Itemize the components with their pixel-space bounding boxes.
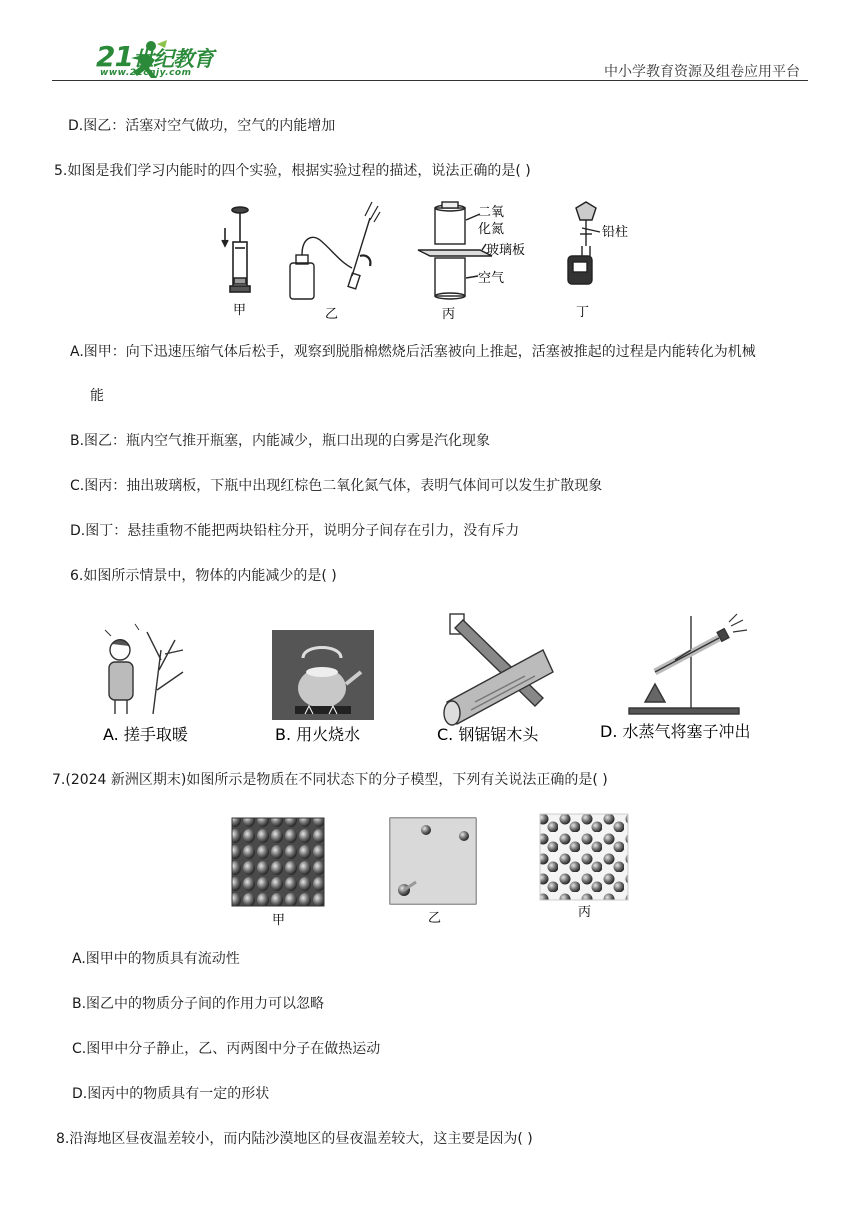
gas-molecule-model (390, 818, 476, 904)
q5-option-d: D.图丁：悬挂重物不能把两块铅柱分开，说明分子间存在引力，没有斥力 (70, 523, 520, 539)
piston-cylinder-diagram (222, 207, 250, 292)
q6-figure (95, 610, 775, 745)
q4-option-d: D.图乙：活塞对空气做功，空气的内能增加 (68, 118, 336, 134)
fig5-label-ding: 丁 (576, 305, 590, 320)
caption-b: B. 用火烧水 (275, 725, 361, 744)
q7-option-b: B.图乙中的物质分子间的作用力可以忽略 (72, 996, 325, 1012)
q5-stem: 5.如图是我们学习内能时的四个实验，根据实验过程的描述，说法正确的是( ) (54, 163, 531, 179)
q7-option-c: C.图甲中分子静止，乙、丙两图中分子在做热运动 (72, 1041, 381, 1057)
q5-figure (220, 198, 640, 323)
fig5-label-yi: 乙 (325, 307, 339, 322)
q5-option-a-line2: 能 (90, 388, 104, 404)
header-divider (52, 80, 808, 81)
fig7-label-bing: 丙 (578, 905, 592, 920)
test-tube-steam-image (629, 614, 747, 714)
caption-a: A. 搓手取暖 (103, 725, 188, 744)
fig5-label-jia: 甲 (233, 303, 247, 318)
bottle-pump-diagram (290, 202, 380, 299)
logo-url: www.21cnjy.com (100, 68, 192, 78)
q5-option-c: C.图丙：抽出玻璃板，下瓶中出现红棕色二氧化氮气体，表明气体间可以发生扩散现象 (70, 478, 603, 494)
solid-molecule-model (232, 818, 324, 906)
logo-wordmark: 21世纪教育 (96, 40, 213, 73)
fig5-no2-label-1: 二氧 (478, 205, 505, 220)
q7-stem: 7.(2024 新洲区期末)如图所示是物质在不同状态下的分子模型，下列有关说法正确的是( ) (52, 772, 608, 788)
q8-stem: 8.沿海地区昼夜温差较小，而内陆沙漠地区的昼夜温差较大，这主要是因为( ) (56, 1131, 533, 1147)
fig7-label-yi: 乙 (428, 911, 442, 926)
caption-c: C. 钢锯锯木头 (437, 725, 539, 744)
q7-figure (228, 812, 638, 927)
fig5-air-label: 空气 (478, 271, 505, 286)
q5-option-a-line1: A.图甲：向下迅速压缩气体后松手，观察到脱脂棉燃烧后活塞被向上推起，活塞被推起的过程是内能转化为机械 (70, 344, 756, 360)
saw-and-log-image (444, 614, 553, 725)
q7-option-d: D.图丙中的物质具有一定的形状 (72, 1086, 270, 1102)
fig5-no2-label-2: 化氮 (478, 222, 505, 237)
fig5-lead-label: 铅柱 (602, 225, 629, 240)
caption-d: D. 水蒸气将塞子冲出 (600, 722, 751, 741)
q6-stem: 6.如图所示情景中，物体的内能减少的是( ) (70, 568, 337, 584)
q7-option-a: A.图甲中的物质具有流动性 (72, 951, 240, 967)
q5-option-b: B.图乙：瓶内空气推开瓶塞，内能减少，瓶口出现的白雾是汽化现象 (70, 433, 491, 449)
liquid-molecule-model (540, 814, 628, 900)
fig7-label-jia: 甲 (272, 913, 286, 928)
fig5-label-bing: 丙 (442, 307, 456, 322)
child-rubbing-hands-image (105, 624, 183, 714)
fig5-glass-label: 玻璃板 (486, 243, 526, 258)
lead-cylinder-diagram (568, 202, 600, 284)
kettle-on-fire-image (272, 630, 374, 720)
platform-title: 中小学教育资源及组卷应用平台 (604, 64, 800, 80)
